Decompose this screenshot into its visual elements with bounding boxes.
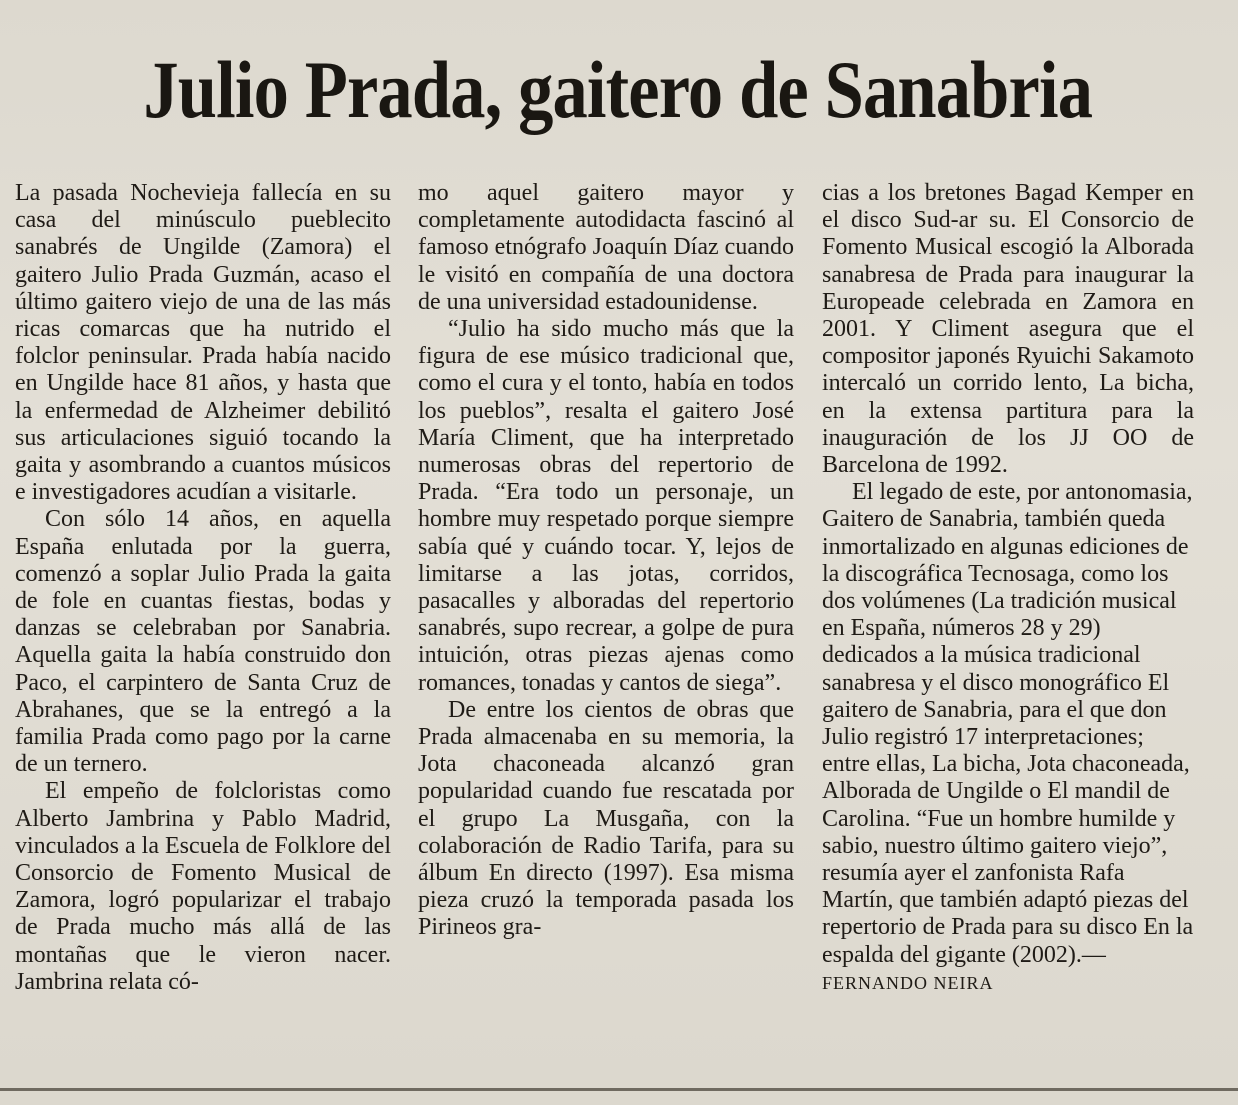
paragraph: “Julio ha sido mucho más que la figura de ese músico tradicional que, como el cura y el tonto, había en todos los pueblos”, resalta el gaitero José María Climent, que ha interpretado numerosas obras del repertorio de Prada. “Era todo un personaje, un hombre muy respetado porque siempre sabía qué y cuándo tocar. Y, lejos de limitarse a las jotas, corridos, pasacalles y alboradas del repertorio sanabrés, supo recrear, a golpe de pura intuición, otras piezas ajenas como romances, tonadas y cantos de siega”. <box>418 316 794 696</box>
paragraph: La pasada Nochevieja fallecía en su casa del minúsculo pueblecito sanabrés de Ungilde (Zamora) el gaitero Julio Prada Guzmán, acaso el último gaitero viejo de una de las más ricas comarcas que ha nutrido el folclor peninsular. Prada había nacido en Ungilde hace 81 años, y hasta que la enfermedad de Alzheimer debilitó sus articulaciones siguió tocando la gaita y asombrando a cuantos músicos e investigadores acudían a visitarle. <box>15 180 391 506</box>
paragraph: De entre los cientos de obras que Prada almacenaba en su memoria, la Jota chaconeada alcanzó gran popularidad cuando fue rescatada por el grupo La Musgaña, con la colaboración de Radio Tarifa, para su álbum En directo (1997). Esa misma pieza cruzó la temporada pasada los Pirineos gra- <box>418 696 794 941</box>
headline: Julio Prada, gaitero de Sanabria <box>143 44 1093 135</box>
article-column-2 <box>418 180 794 942</box>
byline: FERNANDO NEIRA <box>822 972 994 993</box>
article-column-3 <box>822 180 1194 997</box>
paragraph: El empeño de folcloristas como Alberto Jambrina y Pablo Madrid, vinculados a la Escuela de Folklore del Consorcio de Fomento Musical de Zamora, logró popularizar el trabajo de Prada mucho más allá de las montañas que le vieron nacer. Jambrina relata có- <box>15 778 391 995</box>
paragraph-text: El legado de este, por antonomasia, Gaitero de Sanabria, también queda inmortalizado en algunas ediciones de la discográfica Tecnosaga, como los dos volúmenes (La tradición musical en España, números 28 y 29) dedicados a la música tradicional sanabresa y el disco monográfico El gaitero de Sanabria, para el que don Julio registró 17 interpretaciones; entre ellas, La bicha, Jota chaconeada, Alborada de Ungilde o El mandil de Carolina. “Fue un hombre humilde y sabio, nuestro último gaitero viejo”, resumía ayer el zanfonista Rafa Martín, que también adaptó piezas del repertorio de Prada para su disco En la espalda del gigante (2002).— <box>822 479 1194 968</box>
paragraph-final <box>822 479 1194 997</box>
paragraph: cias a los bretones Bagad Kemper en el disco Sud-ar su. El Consorcio de Fomento Musical escogió la Alborada sanabresa de Prada para inaugurar la Europeade celebrada en Zamora en 2001. Y Climent asegura que el compositor japonés Ryuichi Sakamoto intercaló un corrido lento, La bicha, en la extensa partitura para la inauguración de los JJ OO de Barcelona de 1992. <box>822 180 1194 479</box>
bottom-rule <box>0 1088 1238 1091</box>
paragraph: Con sólo 14 años, en aquella España enlutada por la guerra, comenzó a soplar Julio Prada la gaita de fole en cuantas fiestas, bodas y danzas se celebraban por Sanabria. Aquella gaita la había construido don Paco, el carpintero de Santa Cruz de Abrahanes, que se la entregó a la familia Prada como pago por la carne de un ternero. <box>15 506 391 778</box>
article-column-1 <box>15 180 391 996</box>
paragraph: mo aquel gaitero mayor y completamente autodidacta fascinó al famoso etnógrafo Joaquín Díaz cuando le visitó en compañía de una doctora de una universidad estadounidense. <box>418 180 794 315</box>
